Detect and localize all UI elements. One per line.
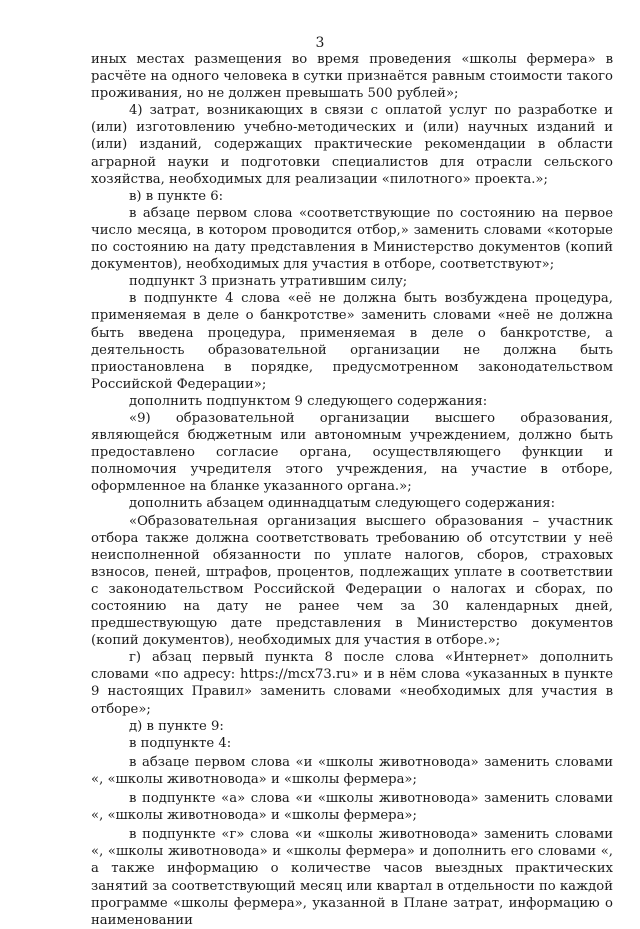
paragraph-quoted-eleventh: «Образовательная организация высшего образования – участник отбора также должна соответствовать требованию об отсутствии у неё неисполненной обязанности по уплате налогов, сборов, страховых взносов, пеней, штрафов, процентов, подлежащих уплате в соответствии с законодательством Российской Федерации о налогах и сборах, по состоянию на дату не ранее чем за 30 календарных дней, предшествующую дате представления в Министерство документов (копий документов), необходимых для участия в отборе.»; (91, 513, 613, 649)
paragraph-point-6-heading: в) в пункте 6: (129, 188, 224, 204)
paragraph-continuation: иных местах размещения во время проведения «школы фермера» в расчёте на одного человека в сутки признаётся равным стоимости такого проживания, но не должен превышать 500 рублей»; (91, 52, 613, 102)
document-body (91, 51, 613, 929)
paragraph-quoted-subpoint-9: «9) образовательной организации высшего образования, являющейся бюджетным или автономным учреждением, должно быть предоставлено согласие органа, осуществляющего функции и полномочия учредителя этого учреждения, на участие в отборе, оформленное на бланке указанного органа.»; (91, 410, 613, 495)
paragraph: в подпункте 4: (129, 735, 232, 751)
paragraph: в подпункте 4 слова «её не должна быть возбуждена процедура, применяемая в деле о банкротстве» заменить словами «неё не должна быть введена процедура, применяемая в деле о банкротстве, а деятельность образовательной организации не должна быть приостановлена в порядке, предусмотренном законодательством Российской Федерации»; (91, 291, 613, 392)
paragraph: в абзаце первом слова «и «школы животновода» заменить словами «, «школы животновода» и «школы фермера»; (91, 754, 613, 787)
paragraph: в абзаце первом слова «соответствующие по состоянию на первое число месяца, в котором проводится отбор,» заменить словами «которые по состоянию на дату представления в Министерство документов (копий документов), необходимых для участия в отборе, соответствуют»; (91, 205, 613, 273)
paragraph-item-4-costs: 4) затрат, возникающих в связи с оплатой услуг по разработке и (или) изготовлению учебно-методических и (или) научных изданий и (или) изданий, содержащих практические рекомендации в области аграрной науки и подготовки специалистов для отрасли сельского хозяйства, необходимых для реализации «пилотного» проекта.»; (91, 103, 613, 187)
paragraph: дополнить абзацем одиннадцатым следующего содержания: (129, 496, 556, 512)
page-number: 3 (315, 35, 325, 51)
paragraph: подпункт 3 признать утратившим силу; (129, 274, 408, 290)
paragraph: в подпункте «г» слова «и «школы животновода» заменить словами «, «школы животновода» и «школы фермера» и дополнить его словами «, а также информацию о количестве часов выездных практических занятий за соответствующий месяц или квартал в отдельности по каждой программе «школы фермера», указанной в Плане затрат, информацию о наименовании (91, 827, 613, 928)
paragraph-point-9-heading: д) в пункте 9: (129, 718, 224, 734)
paragraph-point-8: г) абзац первый пункта 8 после слова «Интернет» дополнить словами «по адресу: https://mcx73.ru» и в нём слова «указанных в пункте 9 настоящих Правил» заменить словами «необходимых для участия в отборе»; (91, 650, 613, 717)
paragraph: дополнить подпунктом 9 следующего содержания: (129, 393, 488, 409)
paragraph: в подпункте «а» слова «и «школы животновода» заменить словами «, «школы животновода» и «школы фермера»; (91, 791, 613, 824)
